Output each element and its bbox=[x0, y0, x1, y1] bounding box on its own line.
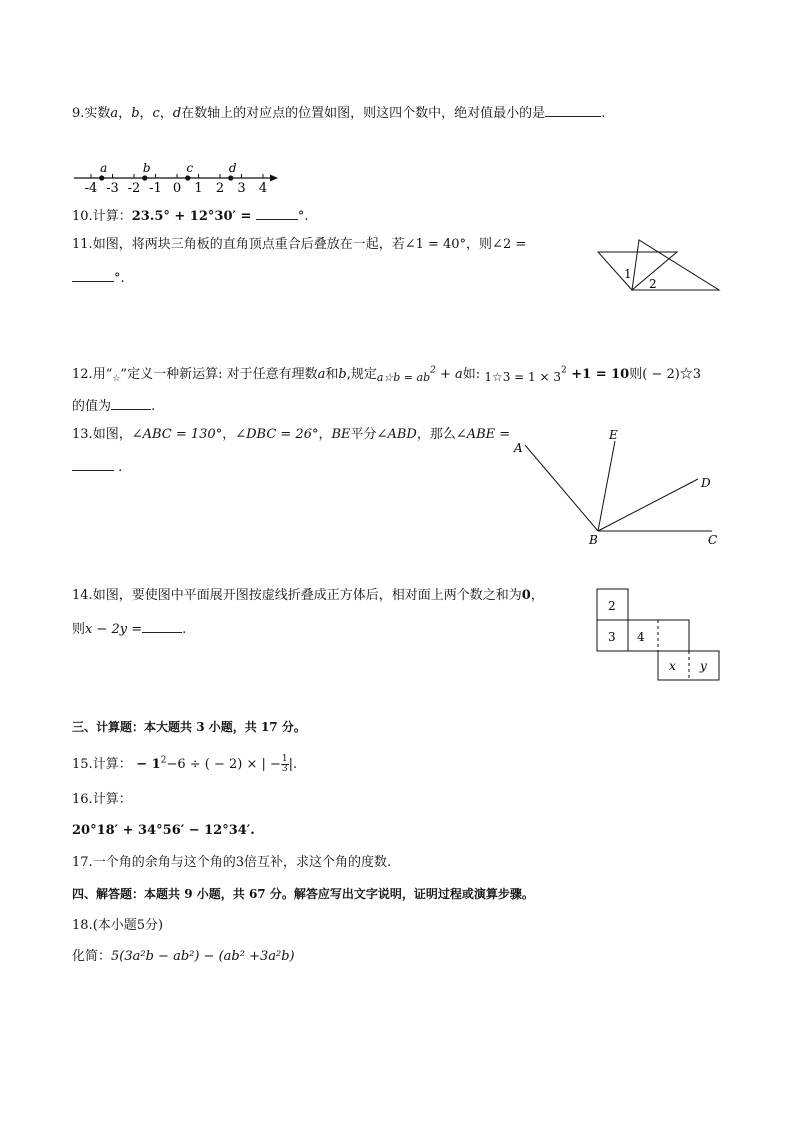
tick-label: 3 bbox=[237, 181, 246, 196]
tick-label: 4 bbox=[258, 181, 268, 196]
question-14-line2: 则x − 2y = . bbox=[72, 622, 187, 637]
number-line-figure bbox=[70, 158, 285, 198]
tick-label: -1 bbox=[149, 181, 162, 196]
point-a-label: a bbox=[100, 161, 108, 175]
section-3-heading: 三、计算题：本大题共 3 小题，共 17 分。 bbox=[72, 720, 306, 734]
point-d-label: d bbox=[228, 161, 237, 175]
q15-number: 15. bbox=[72, 757, 93, 772]
triangle-ruler-2 bbox=[632, 240, 719, 290]
question-10: 10.计算：23.5° + 12°30′ = °. bbox=[72, 209, 309, 224]
question-15: 15.计算： − $1^2-6$ ÷ ( − 2) × | − $\frac{1}{3}$ |. bbox=[72, 754, 298, 774]
point-C-label: C bbox=[708, 533, 718, 547]
question-16-expression: 20°18′ + 34°56′ − 12°34′. bbox=[72, 823, 255, 838]
q10-number: 10. bbox=[72, 209, 93, 224]
tick-label: -4 bbox=[84, 181, 98, 196]
question-14: 14.如图，要使图中平面展开图按虚线折叠成正方体后，相对面上两个数之和为0， bbox=[72, 588, 544, 603]
net-cell-label: x bbox=[669, 659, 676, 673]
q18-number: 18. bbox=[72, 918, 93, 933]
answer-blank bbox=[545, 104, 601, 117]
answer-blank bbox=[256, 207, 298, 220]
q14-number: 14. bbox=[72, 588, 93, 603]
ray-BA bbox=[525, 445, 598, 531]
net-cell-label: 3 bbox=[608, 630, 616, 644]
triangle-rulers-figure bbox=[594, 236, 724, 294]
point-A-label: A bbox=[514, 441, 523, 455]
point-c-label: c bbox=[186, 161, 194, 175]
net-cell-label: 4 bbox=[637, 630, 645, 644]
net-cell-label: 2 bbox=[608, 599, 616, 613]
q12-number: 12. bbox=[72, 367, 93, 382]
question-13-line2: . bbox=[72, 458, 122, 477]
net-cell-label: y bbox=[700, 659, 707, 673]
point-c bbox=[185, 175, 190, 180]
cube-net-figure bbox=[595, 587, 725, 682]
axis-arrow-icon bbox=[270, 175, 278, 182]
question-18-expression: 化简：5(3a²b − ab²) − (ab² +3a²b) bbox=[72, 949, 295, 964]
question-13: 13.如图，∠ABC = 130°，∠DBC = 26°，BE平分∠ABD，那么∠ABE = bbox=[72, 427, 511, 442]
tick-label: 0 bbox=[172, 181, 182, 196]
point-E-label: E bbox=[609, 428, 618, 442]
q16-number: 16. bbox=[72, 792, 93, 807]
point-b-label: b bbox=[142, 161, 151, 175]
question-18: 18.(本小题5分) bbox=[72, 918, 164, 933]
ray-BD bbox=[598, 479, 698, 531]
tick-label: -2 bbox=[127, 181, 141, 196]
section-4-heading: 四、解答题：本题共 9 小题，共 67 分。解答应写出文字说明，证明过程或演算步骤。 bbox=[72, 887, 534, 901]
q13-number: 13. bbox=[72, 427, 93, 442]
question-11-line2: °. bbox=[72, 269, 125, 288]
point-a bbox=[99, 175, 104, 180]
answer-blank bbox=[72, 458, 114, 471]
triangle-ruler-1 bbox=[598, 252, 677, 290]
star-symbol: ☆ bbox=[112, 374, 121, 384]
angle-figure bbox=[505, 425, 735, 550]
point-d bbox=[228, 175, 233, 180]
answer-blank bbox=[142, 620, 182, 633]
angle-2-label: 2 bbox=[649, 277, 657, 291]
question-17: 17.一个角的余角与这个角的3倍互补，求这个角的度数. bbox=[72, 855, 392, 870]
tick-label: 2 bbox=[215, 181, 225, 196]
fraction: $\frac{1}{3}$ bbox=[281, 754, 288, 774]
ray-BE bbox=[598, 441, 615, 531]
question-12: 12.用“$_☆$”定义一种新运算: 对于任意有理数a和b,规定$_{a☆b = ab}^2$ + a如: 1☆3 = $1 \times 3^2 +1 = 10$则( − 2)☆3 bbox=[72, 365, 702, 384]
tick-label: -3 bbox=[106, 181, 119, 196]
answer-blank bbox=[72, 269, 114, 282]
question-16: 16.计算： bbox=[72, 792, 132, 807]
point-b bbox=[142, 175, 147, 180]
point-D-label: D bbox=[701, 476, 711, 490]
q11-number: 11. bbox=[72, 237, 93, 252]
q17-number: 17. bbox=[72, 855, 93, 870]
q9-number: 9. bbox=[72, 106, 85, 121]
question-9: 9.实数a，b，c，d在数轴上的对应点的位置如图，则这四个数中，绝对值最小的是 . bbox=[72, 106, 606, 121]
point-B-label: B bbox=[589, 533, 598, 547]
question-11: 11.如图，将两块三角板的直角顶点重合后叠放在一起，若∠1 = 40°，则∠2 = bbox=[72, 237, 527, 252]
question-12-line2: 的值为 . bbox=[72, 399, 156, 414]
answer-blank bbox=[111, 397, 151, 410]
angle-1-label: 1 bbox=[624, 267, 632, 281]
tick-label: 1 bbox=[194, 181, 203, 196]
